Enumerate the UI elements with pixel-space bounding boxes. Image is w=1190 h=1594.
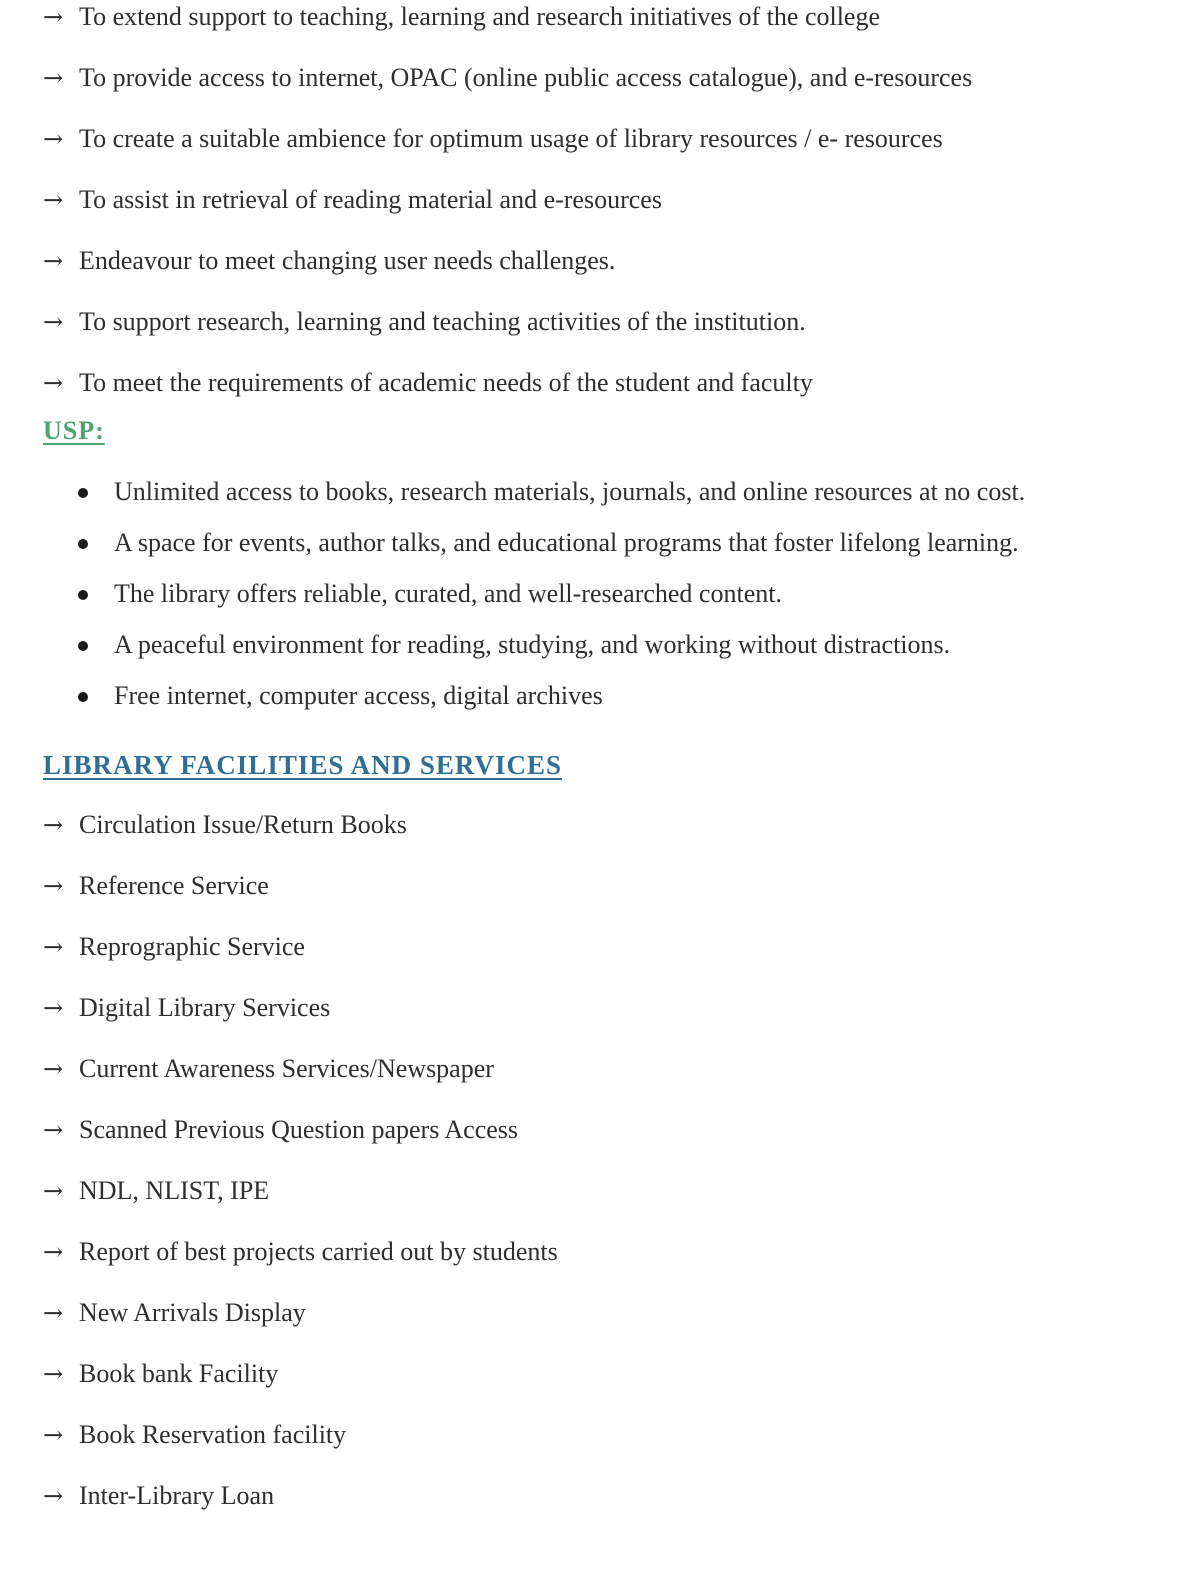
facilities-list: [43, 810, 558, 1542]
objective-text: To meet the requirements of academic needs of the student and faculty: [79, 368, 813, 397]
facility-text: New Arrivals Display: [79, 1298, 306, 1327]
arrow-right-icon: →: [43, 1116, 64, 1144]
objectives-list: [43, 2, 972, 429]
usp-text: A peaceful environment for reading, studying, and working without distractions.: [114, 630, 951, 659]
facility-text: Circulation Issue/Return Books: [79, 810, 407, 839]
list-item: [43, 1298, 558, 1359]
arrow-right-icon: →: [43, 1177, 64, 1205]
arrow-right-icon: →: [43, 1360, 64, 1388]
objective-text: To extend support to teaching, learning and research initiatives of the college: [79, 2, 881, 31]
arrow-right-icon: →: [43, 1055, 64, 1083]
list-item: [43, 871, 558, 932]
list-item: [78, 630, 1025, 681]
list-item: [43, 1359, 558, 1420]
objective-text: To assist in retrieval of reading material and e-resources: [79, 185, 662, 214]
list-item: [43, 1176, 558, 1237]
objective-text: To provide access to internet, OPAC (online public access catalogue), and e-resources: [79, 63, 973, 92]
list-item: [43, 368, 972, 429]
facility-text: Reference Service: [79, 871, 269, 900]
arrow-right-icon: →: [43, 186, 64, 214]
facility-text: Current Awareness Services/Newspaper: [79, 1054, 494, 1083]
list-item: [43, 1481, 558, 1542]
list-item: [78, 528, 1025, 579]
facility-text: Book Reservation facility: [79, 1420, 347, 1449]
bullet-icon: [78, 488, 88, 498]
arrow-right-icon: →: [43, 933, 64, 961]
usp-list: [78, 477, 1025, 732]
arrow-right-icon: →: [43, 369, 64, 397]
facility-text: Inter-Library Loan: [79, 1481, 275, 1510]
list-item: [43, 1115, 558, 1176]
arrow-right-icon: →: [43, 3, 64, 31]
arrow-right-icon: →: [43, 1299, 64, 1327]
list-item: [43, 1420, 558, 1481]
arrow-right-icon: →: [43, 125, 64, 153]
list-item: [78, 681, 1025, 732]
arrow-right-icon: →: [43, 994, 64, 1022]
bullet-icon: [78, 539, 88, 549]
facility-text: NDL, NLIST, IPE: [79, 1176, 270, 1205]
arrow-right-icon: →: [43, 1238, 64, 1266]
list-item: [43, 932, 558, 993]
list-item: [78, 477, 1025, 528]
list-item: [43, 124, 972, 185]
bullet-icon: [78, 692, 88, 702]
facility-text: Book bank Facility: [79, 1359, 279, 1388]
arrow-right-icon: →: [43, 1482, 64, 1510]
facility-text: Reprographic Service: [79, 932, 305, 961]
list-item: [43, 1054, 558, 1115]
usp-text: Unlimited access to books, research materials, journals, and online resources at no cost.: [114, 477, 1026, 506]
usp-text: The library offers reliable, curated, and well-researched content.: [114, 579, 782, 608]
list-item: [43, 63, 972, 124]
arrow-right-icon: →: [43, 811, 64, 839]
list-item: [43, 810, 558, 871]
list-item: [43, 2, 972, 63]
facilities-heading: LIBRARY FACILITIES AND SERVICES: [43, 750, 562, 780]
arrow-right-icon: →: [43, 247, 64, 275]
usp-text: A space for events, author talks, and educational programs that foster lifelong learning.: [114, 528, 1019, 557]
facility-text: Digital Library Services: [79, 993, 331, 1022]
arrow-right-icon: →: [43, 308, 64, 336]
usp-text: Free internet, computer access, digital archives: [114, 681, 603, 710]
objective-text: Endeavour to meet changing user needs challenges.: [79, 246, 616, 275]
list-item: [43, 307, 972, 368]
list-item: [43, 1237, 558, 1298]
arrow-right-icon: →: [43, 1421, 64, 1449]
usp-heading: USP:: [43, 416, 105, 445]
bullet-icon: [78, 641, 88, 651]
list-item: [43, 246, 972, 307]
objective-text: To create a suitable ambience for optimum usage of library resources / e- resources: [79, 124, 943, 153]
arrow-right-icon: →: [43, 64, 64, 92]
objective-text: To support research, learning and teaching activities of the institution.: [79, 307, 806, 336]
list-item: [43, 993, 558, 1054]
facility-text: Report of best projects carried out by students: [79, 1237, 558, 1266]
list-item: [43, 185, 972, 246]
facility-text: Scanned Previous Question papers Access: [79, 1115, 519, 1144]
list-item: [78, 579, 1025, 630]
arrow-right-icon: →: [43, 872, 64, 900]
bullet-icon: [78, 590, 88, 600]
